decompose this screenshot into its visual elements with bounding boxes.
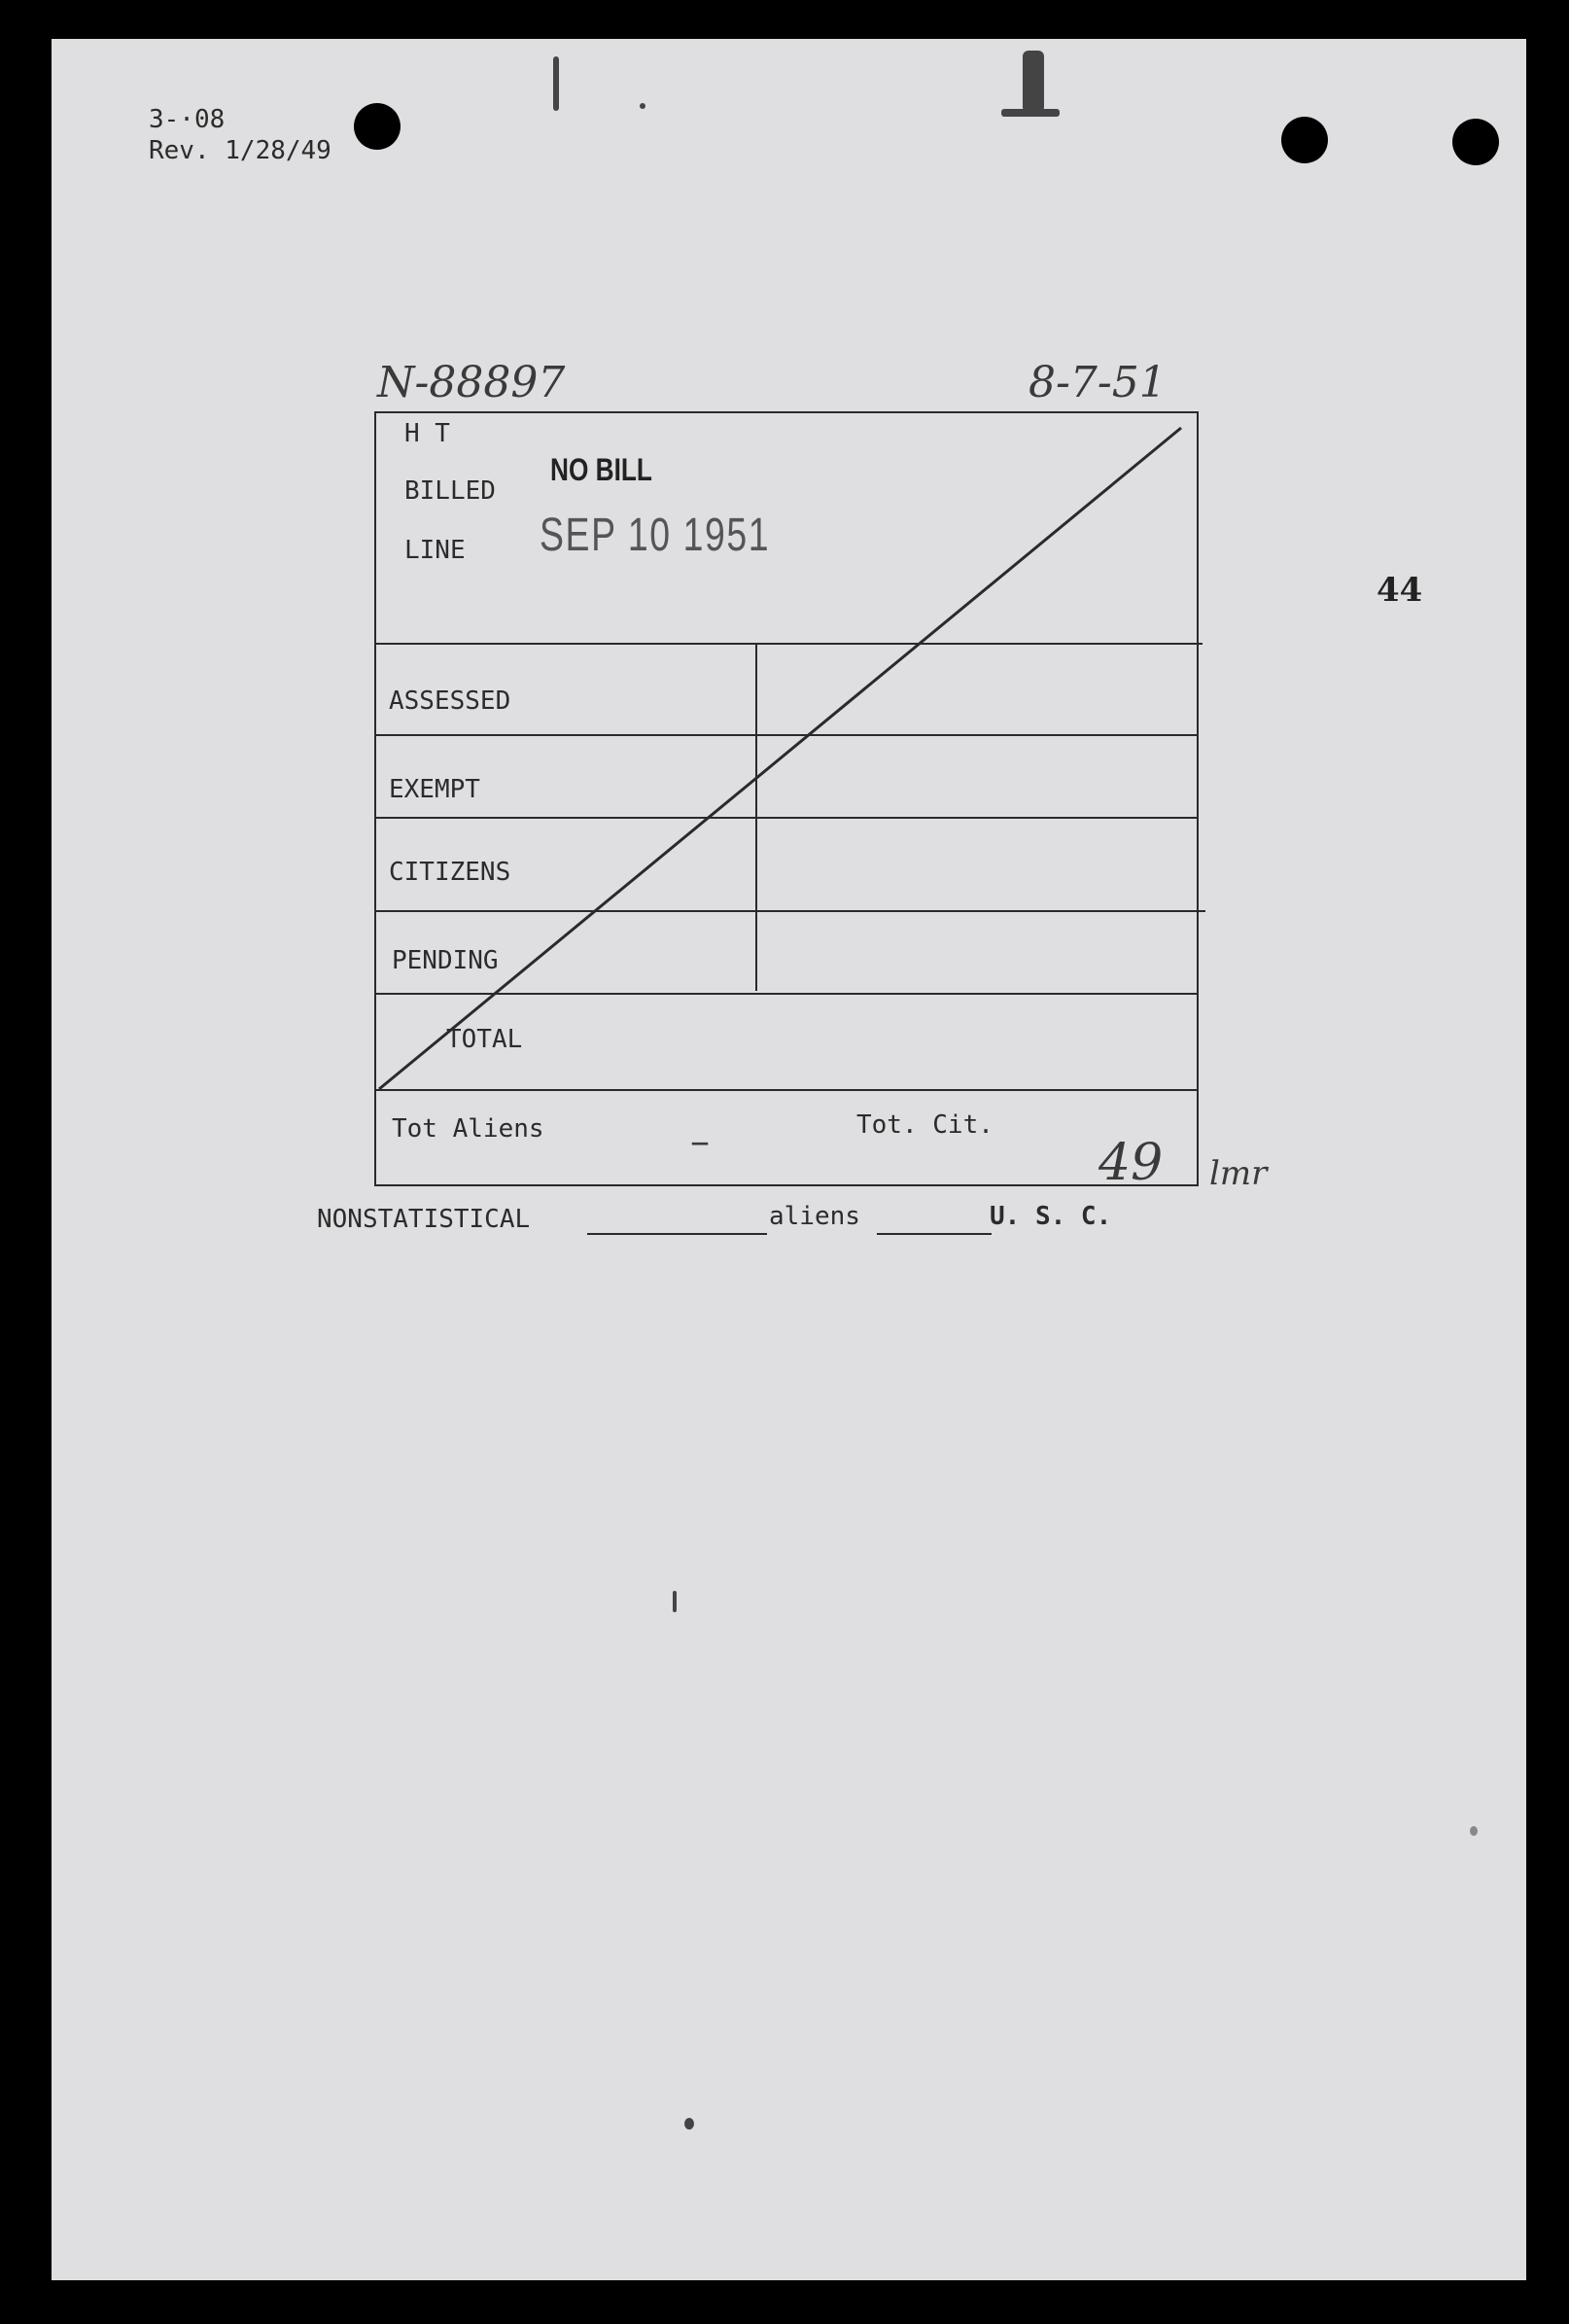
label-ht: H T <box>404 419 450 448</box>
scan-speck <box>684 2118 694 2130</box>
label-citizens: CITIZENS <box>389 858 511 887</box>
page-number: 44 <box>1377 571 1423 610</box>
no-bill-stamp: NO BILL <box>550 452 652 487</box>
handwritten-file-number: N-88897 <box>377 358 566 407</box>
label-tot-aliens: Tot Aliens <box>392 1114 544 1144</box>
label-aliens: aliens <box>769 1202 860 1231</box>
label-total: TOTAL <box>446 1025 523 1054</box>
handwritten-dash: – <box>690 1119 710 1164</box>
blank-usc-line <box>877 1233 992 1235</box>
label-pending: PENDING <box>392 946 499 975</box>
handwritten-initials: lmr <box>1209 1154 1268 1193</box>
label-tot-cit: Tot. Cit. <box>856 1110 994 1140</box>
label-billed: BILLED <box>404 476 496 506</box>
label-assessed: ASSESSED <box>389 687 511 716</box>
blank-aliens-line <box>587 1233 767 1235</box>
label-exempt: EXEMPT <box>389 775 480 804</box>
label-nonstatistical: NONSTATISTICAL <box>317 1205 531 1234</box>
handwritten-date: 8-7-51 <box>1029 358 1167 407</box>
label-usc: U. S. C. <box>990 1202 1112 1231</box>
handwritten-count: 49 <box>1098 1134 1164 1192</box>
scan-speck <box>1470 1826 1478 1836</box>
label-line: LINE <box>404 536 466 565</box>
scan-speck <box>673 1591 677 1612</box>
form-number: 3-·08 <box>149 105 226 134</box>
form-revision: Rev. 1/28/49 <box>149 136 331 165</box>
date-stamp: SEP 10 1951 <box>540 510 771 561</box>
